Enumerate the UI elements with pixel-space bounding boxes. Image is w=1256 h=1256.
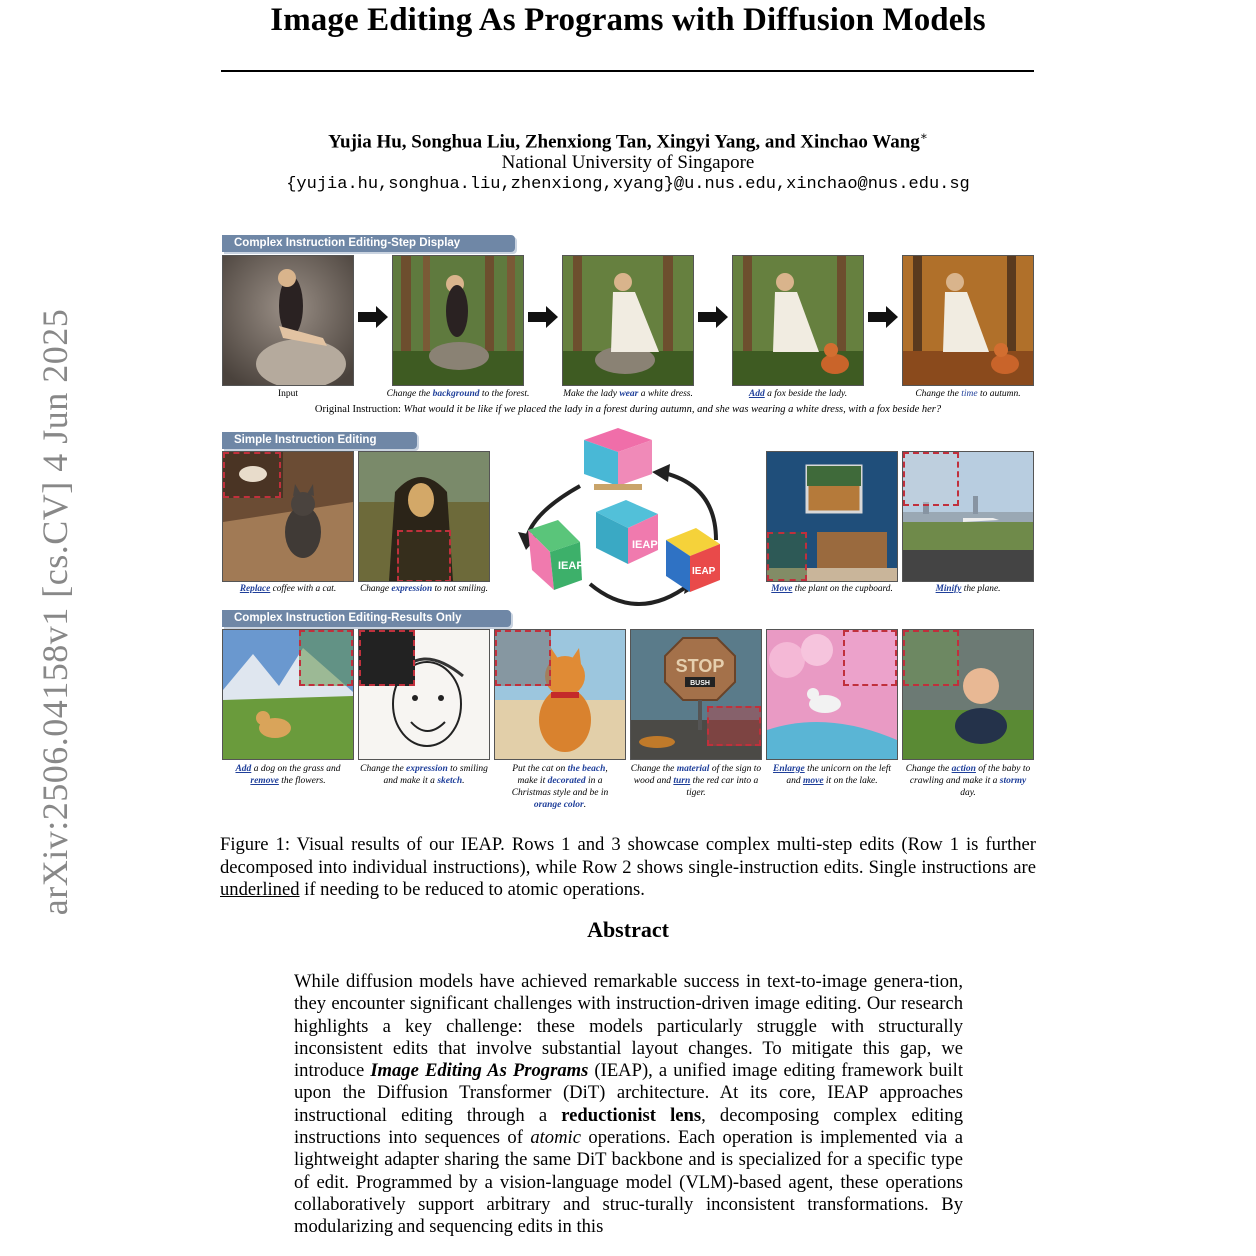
authors-text: Yujia Hu, Songhua Liu, Zhenxiong Tan, Xingyi Yang, and Xinchao Wang [328,131,920,153]
row1-dress-image [562,255,694,386]
author-emails: {yujia.hu,songhua.liu,zhenxiong,xyang}@u.nus.edu,xinchao@nus.edu.sg [286,175,970,194]
step-arrow-icon [868,305,898,329]
ieap-cube-cycle-diagram [510,424,740,612]
row3-caption-baby [902,763,1034,799]
row3-tag: Complex Instruction Editing-Results Only [222,610,511,627]
abstract-heading: Abstract [587,917,669,942]
caption-keyword: Minify [935,584,962,594]
autumn-photo [903,256,1033,385]
caption-keyword: turn [673,776,691,786]
caption-keyword: Add [235,764,252,774]
row3-caption-sketch [358,763,490,787]
step-arrow-icon [698,305,728,329]
row3-baby-image [902,629,1034,760]
caption-text: a white dress. [638,389,693,399]
cube-left [528,520,584,590]
row3-stop-sign-image [630,629,762,760]
caption-keyword: wear [619,389,639,399]
cycle-arrow-bottom [590,584,690,604]
row2-caption-expression [348,583,500,595]
row1-autumn-image [902,255,1034,386]
cycle-arrow-right [660,472,716,540]
caption-text: Change the [915,389,962,399]
arxiv-stamp: arXiv:2506.04158v1 [cs.CV] 4 Jun 2025 [35,308,75,916]
abstract-bold-phrase: reductionist lens [561,1104,702,1126]
caption-text: to not smiling. [432,584,488,594]
caption-text: of the baby to crawling and make it a [909,764,1031,786]
caption-keyword: remove [250,776,279,786]
row2-tag: Simple Instruction Editing [222,432,417,449]
inset-original-cat [495,630,551,686]
row2-mona-lisa-image [358,451,490,582]
caption-keyword: Enlarge [773,764,805,774]
inset-original-unicorn [843,630,897,686]
bush-sign-text: BUSH [690,680,710,687]
row2-caption-move [756,583,908,595]
row3-dog-image [222,629,354,760]
dress-photo [563,256,693,385]
caption-keyword: time [961,389,978,399]
row3-sketch-image [358,629,490,760]
caption-keyword: Add [748,389,765,399]
title-rule [221,70,1034,72]
step-arrow-icon [358,305,388,329]
caption-text: Change [360,584,392,594]
caption-keyword: action [951,764,976,774]
cube-top [584,428,652,490]
caption-text: Put the cat on [512,764,568,774]
inset-original-flowers [299,630,353,686]
original-instruction-text: What would it be like if we placed the lady in a forest during autumn, and she was wearing a white dress, with a fox beside her? [403,404,942,415]
row3-caption-cat [502,763,618,811]
caption-keyword: Move [771,584,793,594]
stop-sign-text: STOP [675,656,725,676]
caption-text: Change the [905,764,952,774]
row2-room-image [766,451,898,582]
caption-keyword: orange color [533,800,584,810]
inset-original-portrait [359,630,415,686]
caption-text: to smiling and make it a [383,764,488,786]
cube-right [666,528,720,592]
arrowhead-icon [652,464,670,482]
caption-text: Change the [386,389,433,399]
input-photo [223,256,353,385]
author-list [0,129,1256,153]
original-instruction-label: Original Instruction: [314,404,404,415]
inset-original-expression [397,530,451,582]
row3-unicorn-image [766,629,898,760]
caption-text: . [583,800,587,810]
caption-text: to autumn. [977,389,1021,399]
cube-label: IEAP [558,560,584,572]
caption-text: in a Christmas style and be in [511,776,609,798]
caption-text: coffee with a cat. [270,584,337,594]
inset-original-plane [903,452,959,506]
row1-caption-background [372,388,544,400]
caption-text: . [462,776,465,786]
row1-tag: Complex Instruction Editing-Step Display [222,235,515,252]
caption-text: a fox beside the lady. [764,389,848,399]
original-instruction [0,404,1256,415]
row1-caption-input [222,388,354,400]
inset-original-baby [903,630,959,686]
caption-text: the plant on the cupboard. [792,584,893,594]
method-name: Image Editing As Programs [370,1060,589,1082]
fox-photo [733,256,863,385]
caption-text: Make the lady [563,389,620,399]
caption-text: of the sign to wood and [633,764,762,786]
inset-original-plant [767,532,807,581]
cube-label: IEAP [632,539,658,551]
caption-keyword: stormy [999,776,1027,786]
affiliation: National University of Singapore [501,152,755,173]
forest-photo [393,256,523,385]
cube-label: IEAP [692,566,716,577]
row3-caption-dog [222,763,354,787]
figure-caption-text: Figure 1: Visual results of our IEAP. Rows 1 and 3 showcase complex multi-step edits (Row 1 is further decomposed into individual instructions), while Row 2 shows single-instruction edits. Single instructions are [220,834,1036,878]
inset-original-coffee [223,452,281,498]
figure-caption [220,834,1036,902]
row1-caption-time [882,388,1054,400]
abstract-text: , decomposing complex editing instructions into sequences of [294,1104,964,1149]
caption-keyword: expression [406,764,448,774]
caption-text: day. [960,788,976,798]
caption-text: the plane. [961,584,1001,594]
caption-text: it on the lake. [823,776,878,786]
row2-cat-image [222,451,354,582]
cube-center [596,500,658,564]
row1-caption-add [712,388,884,400]
caption-text: Input [277,389,299,399]
row1-input-image [222,255,354,386]
corresponding-mark: ∗ [919,129,928,143]
row2-caption-replace [222,583,354,595]
row1-caption-wear [542,388,714,400]
paper-title: Image Editing As Programs with Diffusion Models [270,2,986,38]
caption-keyword: expression [391,584,433,594]
row2-caption-minify [902,583,1034,595]
caption-keyword: the beach [567,764,606,774]
row3-christmas-cat-image [494,629,626,760]
caption-text: to the forest. [479,389,530,399]
figure-caption-text: if needing to be reduced to atomic operations. [299,879,645,900]
abstract-italic-word: atomic [530,1127,581,1149]
row2-plane-image [902,451,1034,582]
caption-text: the flowers. [278,776,326,786]
row3-caption-stop-sign [630,763,762,799]
abstract-text: While diffusion models have achieved remarkable success in text-to-image genera-tion, they encounter significant challenges with instruction-driven image editing. Our research highlights a key challenge: these models particularly struggle with structurally inconsistent edits that involve substantial layout changes. To mitigate this gap, we introduce [294,971,963,1082]
caption-text: , make it [517,764,608,786]
abstract-body [294,971,963,1239]
caption-text: Change the [360,764,407,774]
inset-original-car [707,706,761,746]
step-arrow-icon [528,305,558,329]
row1-forest-image [392,255,524,386]
abstract-text: (IEAP), a unified image editing framework built upon the Diffusion Transformer (DiT) architecture. At its core, IEAP approaches instructional editing through a [294,1060,963,1126]
caption-keyword: sketch [437,776,463,786]
caption-text: the unicorn on the left and [786,764,891,786]
caption-keyword: Replace [239,584,271,594]
figure-caption-underlined: underlined [220,879,300,900]
caption-keyword: move [802,776,824,786]
caption-keyword: material [676,764,710,774]
caption-text: Change the [630,764,677,774]
row3-caption-unicorn [766,763,898,787]
row1-fox-image [732,255,864,386]
caption-text: the red car into a tiger. [686,776,759,798]
caption-text: a dog on the grass and [251,764,341,774]
caption-keyword: background [432,389,480,399]
caption-keyword: decorated [547,776,586,786]
abstract-text: operations. Each operation is implemented via a lightweight adapter sharing the same DiT backbone and is specialized for a specific type of edit. Programmed by a vision-language model (VLM)-based agent, these operations collaboratively support arbitrary and struc-turally inconsistent transformations. By modularizing and sequencing edits in this [294,1127,963,1238]
